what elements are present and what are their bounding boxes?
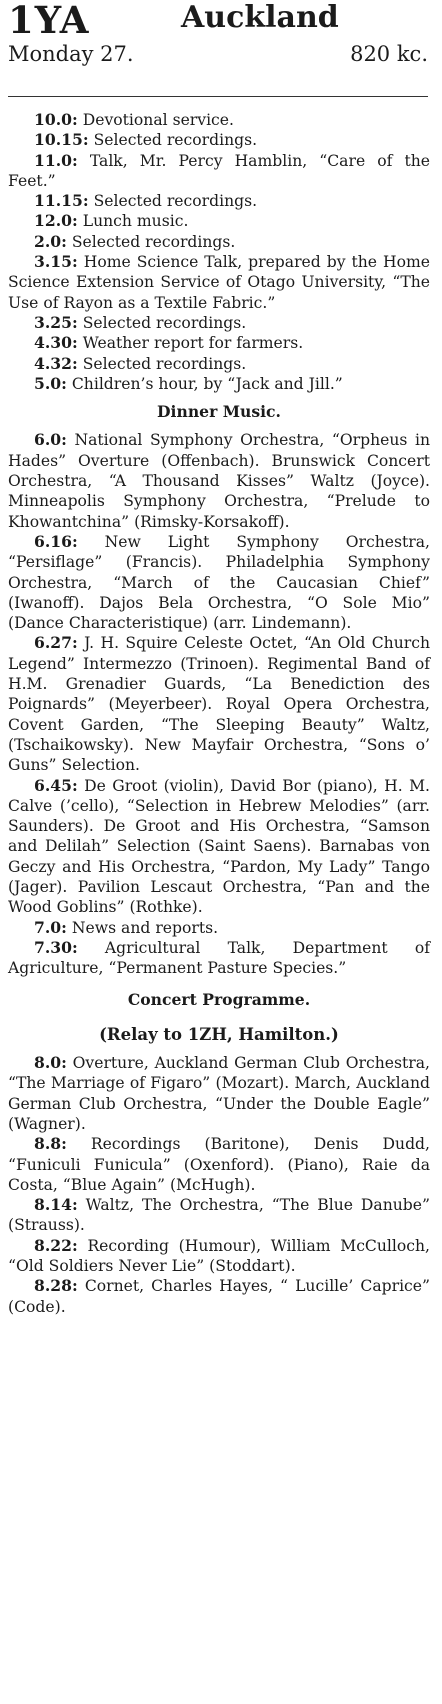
- programme-time: 11.0:: [34, 150, 78, 170]
- station-city: Auckland: [181, 0, 339, 35]
- subhead: [6, 40, 434, 84]
- programme-time: 6.0:: [34, 430, 67, 450]
- programme-description: Devotional service.: [82, 111, 234, 129]
- station-frequency: 820 kc.: [350, 42, 428, 66]
- programme-entry: [8, 211, 430, 231]
- broadcast-day: Monday 27.: [8, 42, 134, 66]
- programme-entry: [8, 232, 430, 252]
- programme-description: Recording (Humour), William McCulloch, “Old Soldiers Never Lie” (Stoddart).: [8, 1236, 430, 1276]
- programme-time: 8.8:: [34, 1134, 67, 1154]
- programme-time: 3.15:: [34, 252, 78, 272]
- programme-description: Waltz, The Orchestra, “The Blue Danube” (Strauss).: [8, 1196, 430, 1235]
- programme-entry: [8, 1236, 430, 1277]
- programme-time: 6.16:: [34, 531, 78, 551]
- programme-time: 10.15:: [34, 130, 89, 150]
- programme-description: News and reports.: [71, 918, 219, 937]
- programme-entry: [8, 938, 430, 979]
- programme-listing: [8, 110, 430, 1317]
- programme-entry: [8, 918, 430, 938]
- programme-time: 8.14:: [34, 1195, 78, 1215]
- programme-entry: [8, 313, 430, 333]
- programme-time: 7.30:: [34, 937, 78, 957]
- programme-entry: [8, 252, 430, 313]
- programme-description: Overture, Auckland German Club Orchestra, “The Marriage of Figaro” (Mozart). March, Auckland German Club Orchestra, “Under the Double Eagle” (Wagner).: [8, 1054, 430, 1133]
- programme-description: National Symphony Orchestra, “Orpheus in Hades” Overture (Offenbach). Brunswick Concert Orchestra, “A Thousand Kisses” Waltz (Joyce). Minneapolis Symphony Orchestra, “Prelude to Khowantchina” (Rimsky-Korsakoff).: [8, 431, 430, 531]
- programme-entry: [8, 430, 430, 531]
- programme-entry: [8, 532, 430, 633]
- programme-entry: [8, 1053, 430, 1134]
- programme-time: 6.27:: [34, 633, 78, 653]
- programme-time: 11.15:: [34, 191, 89, 211]
- programme-time: 5.0:: [34, 373, 67, 393]
- programme-time: 6.45:: [34, 775, 78, 795]
- programme-description: Selected recordings.: [82, 354, 247, 373]
- station-call-sign: 1YA: [8, 0, 90, 42]
- programme-description: Cornet, Charles Hayes, “ Lucille’ Caprice” (Code).: [8, 1277, 430, 1316]
- header-divider: [8, 96, 428, 97]
- programme-entry: [8, 1276, 430, 1317]
- programme-description: Selected recordings.: [82, 313, 247, 332]
- masthead: [6, 0, 434, 40]
- programme-time: 8.0:: [34, 1053, 67, 1073]
- programme-entry: [8, 130, 430, 150]
- programme-time: 8.22:: [34, 1235, 78, 1255]
- programme-time: 12.0:: [34, 211, 78, 231]
- section-heading: (Relay to 1ZH, Hamilton.): [99, 1024, 339, 1044]
- programme-time: 4.32:: [34, 353, 78, 373]
- programme-entry: [8, 110, 430, 130]
- programme-description: Weather report for farmers.: [82, 334, 304, 353]
- programme-description: Selected recordings.: [93, 192, 258, 211]
- programme-description: Talk, Mr. Percy Hamblin, “Care of the Feet.”: [8, 151, 430, 190]
- programme-entry: [8, 333, 430, 353]
- programme-time: 3.25:: [34, 312, 78, 332]
- programme-description: Home Science Talk, prepared by the Home Science Extension Service of Otago University, “The Use of Rayon as a Textile Fabric.”: [8, 253, 430, 312]
- programme-description: Recordings (Baritone), Denis Dudd, “Funiculi Funicula” (Oxenford). (Piano), Raie da Costa, “Blue Again” (McHugh).: [8, 1135, 430, 1194]
- programme-time: 10.0:: [34, 110, 78, 129]
- programme-entry: [8, 1134, 430, 1195]
- programme-entry: [8, 354, 430, 374]
- programme-entry: [8, 776, 430, 918]
- programme-time: 2.0:: [34, 231, 67, 251]
- programme-description: Agricultural Talk, Department of Agriculture, “Permanent Pasture Species.”: [8, 938, 430, 978]
- programme-entry: [8, 374, 430, 394]
- programme-description: J. H. Squire Celeste Octet, “An Old Church Legend” Intermezzo (Trinoen). Regimental Band of H.M. Grenadier Guards, “La Benediction des Poignards” (Meyerbeer). Royal Opera Orchestra, Covent Garden, “The Sleeping Beauty” Waltz, (Tschaikowsky). New Mayfair Orchestra, “Sons o’ Guns” Selection.: [8, 634, 430, 775]
- programme-entry: [8, 633, 430, 775]
- programme-description: De Groot (violin), David Bor (piano), H. M. Calve (’cello), “Selection in Hebrew Melodies” (arr. Saunders). De Groot and His Orchestra, “Samson and Delilah” Selection (Saint Saens). Barnabas von Geczy and His Orchestra, “Pardon, My Lady” Tango (Jager). Pavilion Lescaut Orchestra, “Pan and the Wood Goblins” (Rothke).: [8, 776, 430, 917]
- programme-description: Selected recordings.: [93, 131, 258, 150]
- programme-description: New Light Symphony Orchestra, “Persiflage” (Francis). Philadelphia Symphony Orchestra, “March of the Caucasian Chief” (Iwanoff). Dajos Bela Orchestra, “O Sole Mio” (Dance Characteristique) (arr. Lindemann).: [8, 532, 430, 633]
- programme-description: Lunch music.: [82, 212, 189, 231]
- programme-time: 4.30:: [34, 333, 78, 353]
- programme-time: 7.0:: [34, 917, 67, 937]
- programme-description: Selected recordings.: [71, 232, 236, 251]
- programme-entry: [8, 191, 430, 211]
- programme-description: Children’s hour, by “Jack and Jill.”: [71, 374, 343, 393]
- programme-entry: [8, 151, 430, 192]
- programme-time: 8.28:: [34, 1276, 78, 1296]
- section-heading: Concert Programme.: [127, 990, 311, 1010]
- section-heading: Dinner Music.: [157, 402, 281, 422]
- programme-entry: [8, 1195, 430, 1236]
